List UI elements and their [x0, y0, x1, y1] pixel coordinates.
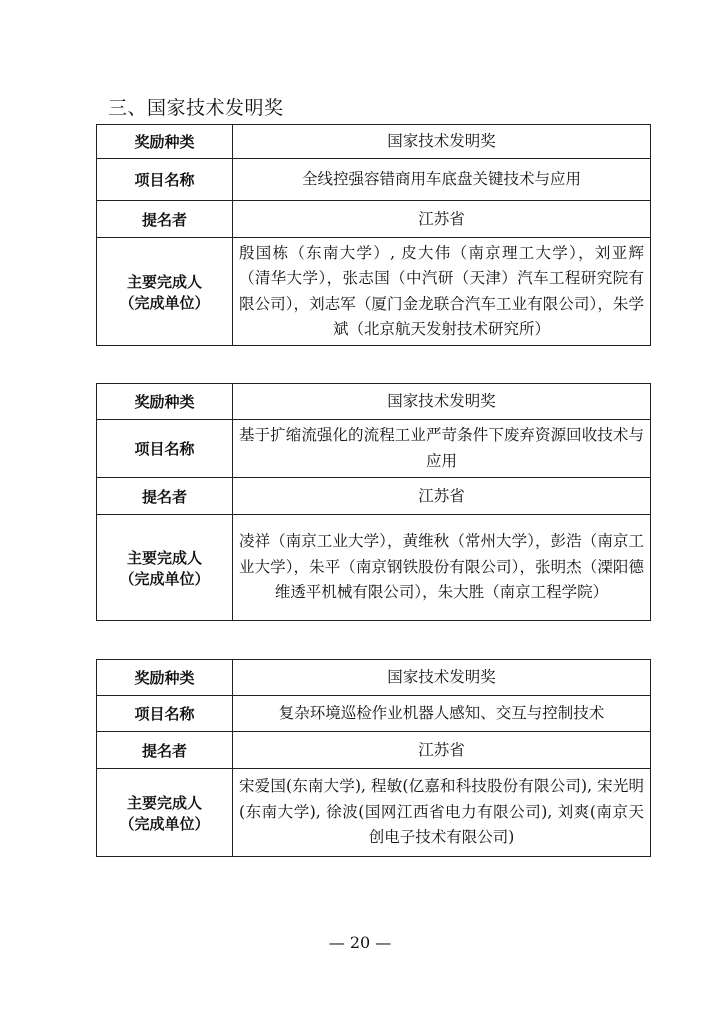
award-table-3 [96, 659, 651, 857]
label-main-people-line1: 主要完成人 [126, 548, 202, 567]
award-category: 国家技术发明奖 [233, 660, 651, 696]
award-table-2 [96, 383, 651, 621]
nominator: 江苏省 [233, 478, 651, 515]
label-project: 项目名称 [97, 420, 233, 478]
section-title: 三、国家技术发明奖 [108, 97, 284, 119]
label-main-people-line2: （完成单位） [119, 814, 210, 833]
label-project: 项目名称 [97, 159, 233, 201]
label-nominator: 提名者 [97, 478, 233, 515]
project-name: 基于扩缩流强化的流程工业严苛条件下废弃资源回收技术与应用 [233, 420, 651, 478]
main-people: 殷国栋（东南大学）, 皮大伟（南京理工大学），刘亚辉（清华大学），张志国（中汽研（天津）汽车工程研究院有限公司），刘志军（厦门金龙联合汽车工业有限公司），朱学斌（北京航天发射技术研究所） [233, 238, 651, 346]
label-main-people [97, 515, 233, 621]
award-table-1 [96, 124, 651, 346]
label-category: 奖励种类 [97, 660, 233, 696]
main-people: 宋爱国(东南大学), 程敏(亿嘉和科技股份有限公司), 宋光明(东南大学), 徐波(国网江西省电力有限公司), 刘爽(南京天创电子技术有限公司) [233, 769, 651, 857]
label-main-people-line2: （完成单位） [119, 569, 210, 588]
nominator: 江苏省 [233, 201, 651, 238]
label-project: 项目名称 [97, 696, 233, 732]
label-main-people-line2: （完成单位） [119, 293, 210, 312]
label-nominator: 提名者 [97, 201, 233, 238]
label-main-people [97, 238, 233, 346]
project-name: 全线控强容错商用车底盘关键技术与应用 [233, 159, 651, 201]
label-main-people [97, 769, 233, 857]
label-main-people-line1: 主要完成人 [126, 272, 202, 291]
nominator: 江苏省 [233, 732, 651, 769]
award-category: 国家技术发明奖 [233, 384, 651, 420]
main-people: 凌祥（南京工业大学），黄维秋（常州大学），彭浩（南京工业大学），朱平（南京钢铁股份有限公司），张明杰（溧阳德维透平机械有限公司），朱大胜（南京工程学院） [233, 515, 651, 621]
label-main-people-line1: 主要完成人 [126, 793, 202, 812]
project-name: 复杂环境巡检作业机器人感知、交互与控制技术 [233, 696, 651, 732]
award-category: 国家技术发明奖 [233, 125, 651, 159]
page-number: — 20 — [328, 933, 392, 952]
label-nominator: 提名者 [97, 732, 233, 769]
label-category: 奖励种类 [97, 125, 233, 159]
label-category: 奖励种类 [97, 384, 233, 420]
